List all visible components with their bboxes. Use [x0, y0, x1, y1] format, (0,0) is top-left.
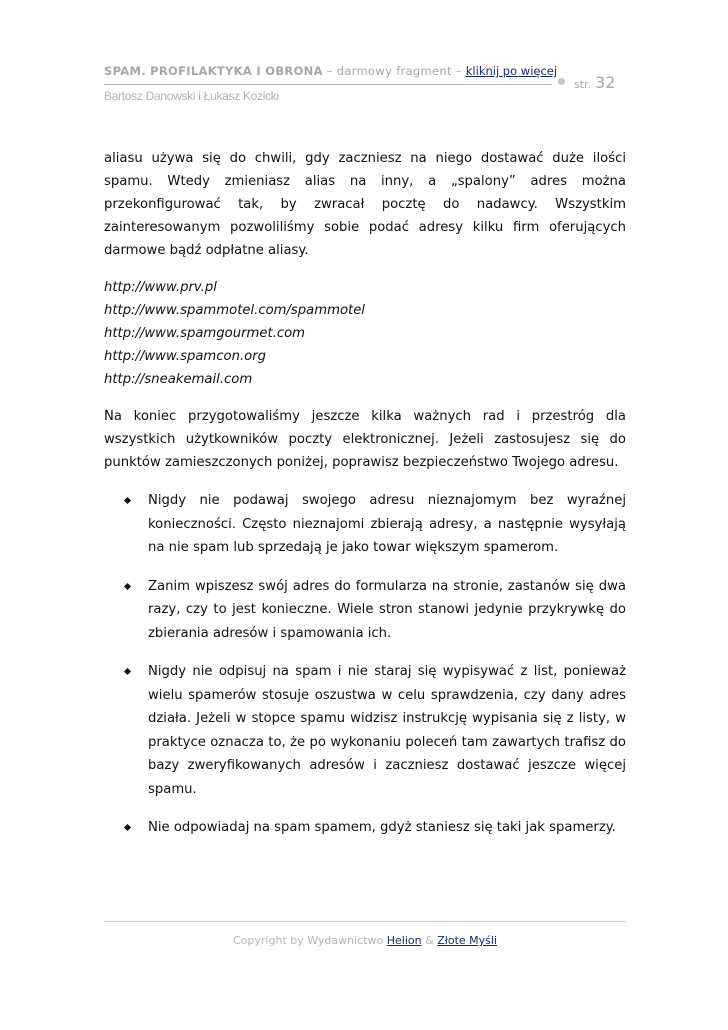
tip-item [104, 816, 626, 840]
tip-text: Zanim wpiszesz swój adres do formularza na stronie, zastanów się dwa razy, czy to jest konieczne. Wiele stron stanowi jedynie przykrywkę do zbierania adresów i spamowania ich. [148, 578, 626, 641]
dot-icon [558, 78, 565, 85]
helion-link[interactable]: Helion [386, 934, 422, 947]
page-number-label [574, 73, 615, 92]
footer-divider [104, 921, 626, 922]
header-separator-2: – [455, 64, 462, 78]
tips-list [104, 489, 626, 840]
tip-text: Nigdy nie podawaj swojego adresu nieznajomym bez wyraźnej konieczności. Często nieznajomi zbierają adresy, a następnie wysyłają na nie spam lub sprzedają je jako towar większym spamerom. [148, 493, 626, 555]
link-item: http://sneakemail.com [104, 372, 253, 387]
tip-text: Nigdy nie odpisuj na spam i nie staraj się wypisywać z list, ponieważ wielu spamerów stosuje oszustwa w celu sprawdzenia, czy dany adres działa. Jeżeli w stopce spamu widzisz instrukcję wypisania się z listy, w praktyce oznacza to, że po wykonaniu poleceń tam zawartych trafisz do bazy zweryfikowanych adresów i zaczniesz dostawać jeszcze więcej spamu. [148, 664, 626, 797]
fragment-label: darmowy fragment [336, 64, 452, 78]
diamond-bullet-icon [124, 497, 131, 504]
page-prefix: str. [574, 78, 592, 91]
book-title: SPAM. PROFILAKTYKA I OBRONA [104, 64, 323, 78]
diamond-bullet-icon [124, 668, 131, 675]
tip-item [104, 660, 626, 801]
tip-item [104, 489, 626, 560]
authors: Bartosz Danowski i Łukasz Kozicki [104, 89, 279, 103]
link-list [104, 276, 626, 391]
link-item: http://www.spammotel.com/spammotel [104, 303, 365, 318]
paragraph-advice-intro: Na koniec przygotowaliśmy jeszcze kilka ważnych rad i przestróg dla wszystkich użytkowników poczty elektronicznej. Jeżeli zastosujesz się do punktów zamieszczonych poniżej, poprawisz bezpieczeństwo Twojego adresu. [104, 409, 626, 470]
paragraph-intro: aliasu używa się do chwili, gdy zaczniesz na niego dostawać duże ilości spamu. Wtedy zmieniasz alias na inny, a „spalony” adres można przekonfigurować tak, by zwracał pocztę do nadawcy. Wszystkim zainteresowanym pozwoliliśmy sobie podać adresy kilku firm oferujących darmowe bądź odpłatne aliasy. [104, 151, 626, 258]
link-item: http://www.prv.pl [104, 280, 217, 295]
header-title-line [104, 64, 557, 78]
more-link[interactable]: kliknij po więcej [465, 64, 558, 78]
header-divider [104, 84, 552, 85]
page-number: 32 [595, 73, 616, 92]
footer-ampersand: & [425, 934, 434, 947]
diamond-bullet-icon [124, 824, 131, 831]
zlote-mysli-link[interactable]: Złote Myśli [437, 934, 497, 947]
tip-item [104, 575, 626, 646]
link-item: http://www.spamcon.org [104, 349, 267, 364]
page-header [104, 64, 626, 114]
link-item: http://www.spamgourmet.com [104, 326, 305, 341]
copyright-text: Copyright by Wydawnictwo [232, 934, 384, 947]
page-footer [104, 934, 626, 947]
header-separator: – [326, 64, 333, 78]
page-content [104, 147, 626, 855]
diamond-bullet-icon [124, 582, 131, 589]
tip-text: Nie odpowiadaj na spam spamem, gdyż staniesz się taki jak spamerzy. [148, 820, 616, 835]
